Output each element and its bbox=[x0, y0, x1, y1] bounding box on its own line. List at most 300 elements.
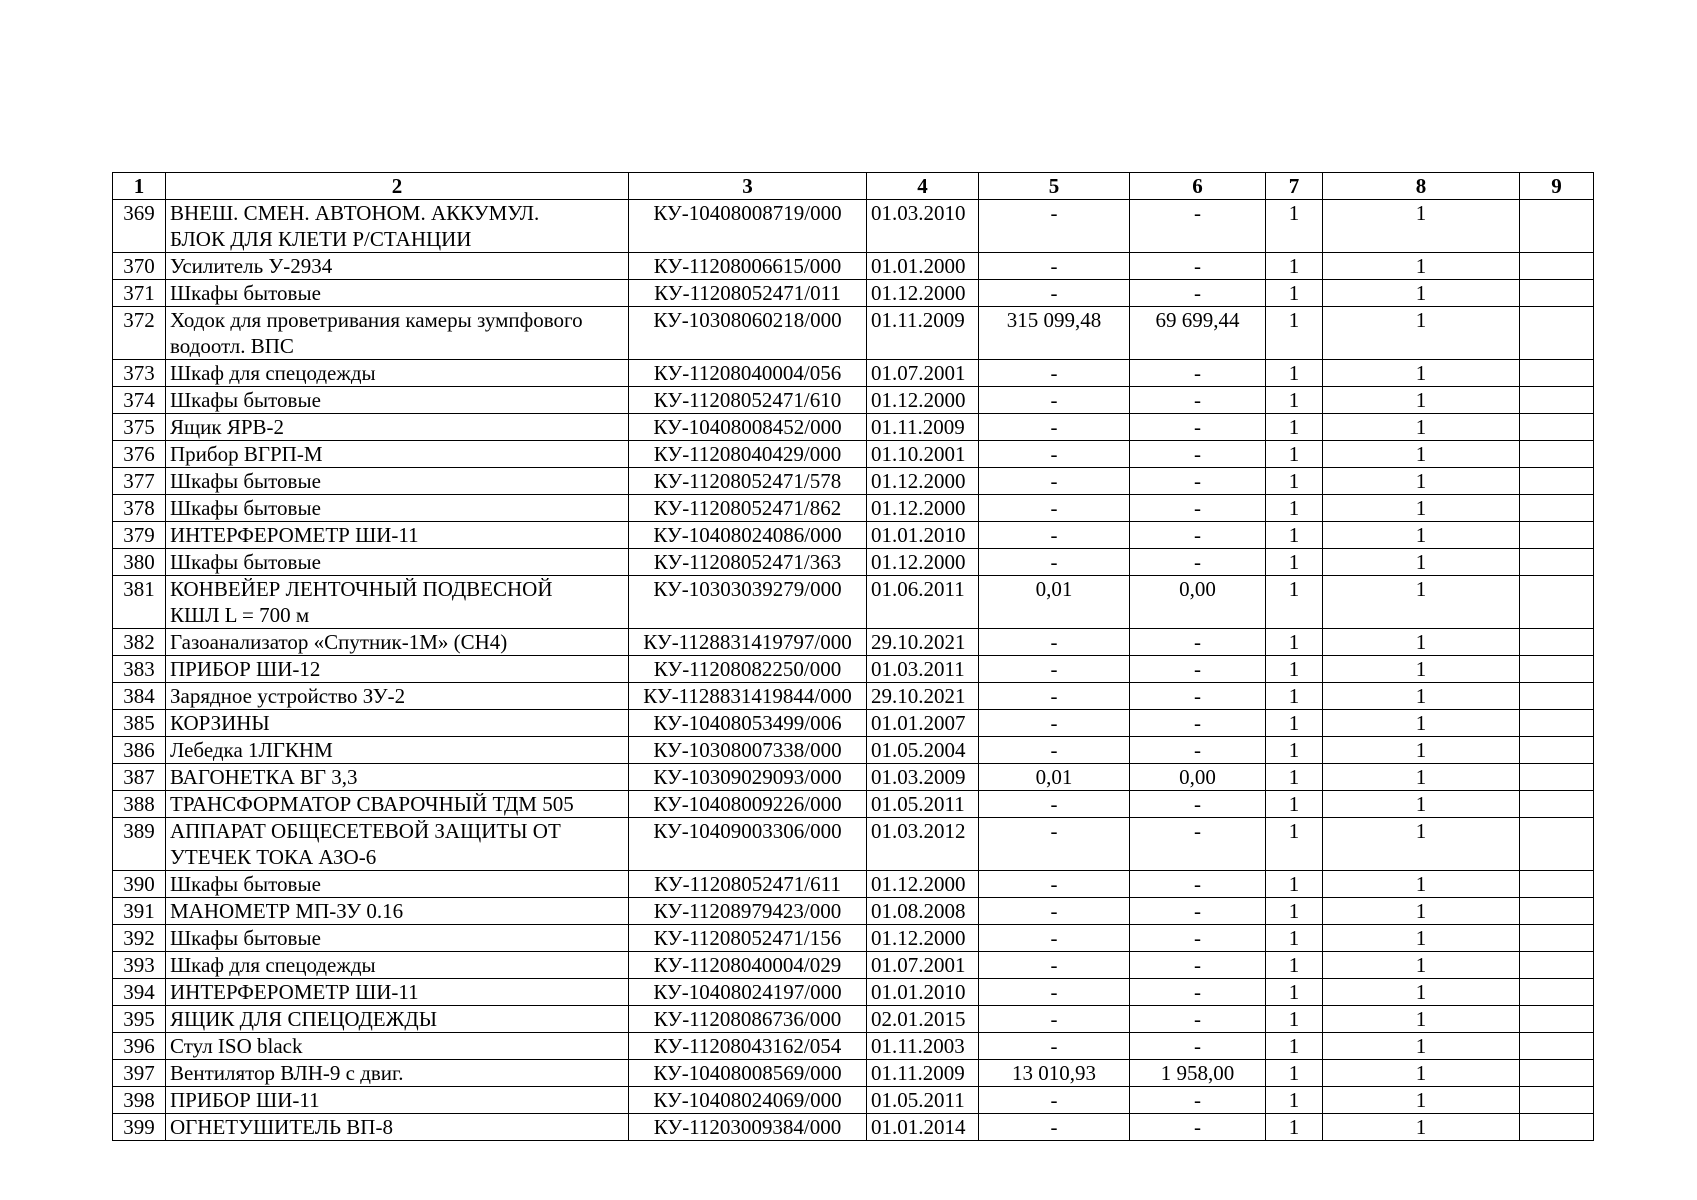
col-7-value-cell: 1 bbox=[1266, 414, 1323, 441]
col-7-value-cell: 1 bbox=[1266, 683, 1323, 710]
row-number-cell: 385 bbox=[113, 710, 166, 737]
col-5-value-cell: - bbox=[979, 1033, 1130, 1060]
col-5-value-cell: - bbox=[979, 280, 1130, 307]
date-cell: 01.01.2007 bbox=[867, 710, 979, 737]
table-row bbox=[113, 1087, 1594, 1114]
col-8-value-cell: 1 bbox=[1323, 522, 1520, 549]
item-name-line: Шкафы бытовые bbox=[170, 926, 321, 950]
item-name-cell bbox=[166, 791, 629, 818]
table-row bbox=[113, 925, 1594, 952]
inventory-code-cell: КУ-11208052471/363 bbox=[629, 549, 867, 576]
col-7-value-cell: 1 bbox=[1266, 818, 1323, 871]
table-row bbox=[113, 200, 1594, 253]
header-col-9: 9 bbox=[1520, 173, 1594, 200]
col-9-value-cell bbox=[1520, 1033, 1594, 1060]
col-8-value-cell: 1 bbox=[1323, 414, 1520, 441]
col-8-value-cell: 1 bbox=[1323, 871, 1520, 898]
col-9-value-cell bbox=[1520, 576, 1594, 629]
col-5-value-cell: - bbox=[979, 387, 1130, 414]
item-name-line: Шкафы бытовые bbox=[170, 469, 321, 493]
item-name-line: Шкафы бытовые bbox=[170, 550, 321, 574]
item-name-line: Прибор ВГРП-М bbox=[170, 442, 323, 466]
col-9-value-cell bbox=[1520, 495, 1594, 522]
col-5-value-cell: - bbox=[979, 710, 1130, 737]
col-9-value-cell bbox=[1520, 979, 1594, 1006]
col-5-value-cell: - bbox=[979, 1006, 1130, 1033]
col-7-value-cell: 1 bbox=[1266, 710, 1323, 737]
table-row bbox=[113, 791, 1594, 818]
col-6-value-cell: - bbox=[1130, 414, 1266, 441]
col-7-value-cell: 1 bbox=[1266, 791, 1323, 818]
item-name-line: КОНВЕЙЕР ЛЕНТОЧНЫЙ ПОДВЕСНОЙ bbox=[170, 577, 553, 601]
col-7-value-cell: 1 bbox=[1266, 522, 1323, 549]
col-7-value-cell: 1 bbox=[1266, 629, 1323, 656]
inventory-code-cell: КУ-11208040429/000 bbox=[629, 441, 867, 468]
col-8-value-cell: 1 bbox=[1323, 818, 1520, 871]
col-5-value-cell: - bbox=[979, 495, 1130, 522]
col-8-value-cell: 1 bbox=[1323, 576, 1520, 629]
col-5-value-cell: 0,01 bbox=[979, 576, 1130, 629]
col-5-value-cell: 13 010,93 bbox=[979, 1060, 1130, 1087]
table-row bbox=[113, 1060, 1594, 1087]
col-5-value-cell: - bbox=[979, 737, 1130, 764]
inventory-code-cell: КУ-11208043162/054 bbox=[629, 1033, 867, 1060]
date-cell: 01.03.2012 bbox=[867, 818, 979, 871]
table-row bbox=[113, 387, 1594, 414]
inventory-code-cell: КУ-1128831419844/000 bbox=[629, 683, 867, 710]
item-name-line: Шкафы бытовые bbox=[170, 496, 321, 520]
col-9-value-cell bbox=[1520, 307, 1594, 360]
col-7-value-cell: 1 bbox=[1266, 1006, 1323, 1033]
table-row bbox=[113, 468, 1594, 495]
col-9-value-cell bbox=[1520, 764, 1594, 791]
date-cell: 01.03.2009 bbox=[867, 764, 979, 791]
row-number-cell: 369 bbox=[113, 200, 166, 253]
date-cell: 01.05.2011 bbox=[867, 1087, 979, 1114]
col-9-value-cell bbox=[1520, 1114, 1594, 1141]
header-col-5: 5 bbox=[979, 173, 1130, 200]
table-row bbox=[113, 818, 1594, 871]
col-8-value-cell: 1 bbox=[1323, 495, 1520, 522]
col-8-value-cell: 1 bbox=[1323, 360, 1520, 387]
row-number-cell: 374 bbox=[113, 387, 166, 414]
row-number-cell: 378 bbox=[113, 495, 166, 522]
col-6-value-cell: - bbox=[1130, 1033, 1266, 1060]
table-row bbox=[113, 656, 1594, 683]
col-6-value-cell: - bbox=[1130, 710, 1266, 737]
col-8-value-cell: 1 bbox=[1323, 1087, 1520, 1114]
header-col-3: 3 bbox=[629, 173, 867, 200]
col-6-value-cell: - bbox=[1130, 952, 1266, 979]
col-5-value-cell: - bbox=[979, 360, 1130, 387]
col-5-value-cell: - bbox=[979, 1087, 1130, 1114]
date-cell: 01.11.2009 bbox=[867, 307, 979, 360]
col-7-value-cell: 1 bbox=[1266, 495, 1323, 522]
inventory-code-cell: КУ-10408024069/000 bbox=[629, 1087, 867, 1114]
col-6-value-cell: - bbox=[1130, 253, 1266, 280]
col-7-value-cell: 1 bbox=[1266, 1114, 1323, 1141]
table-row bbox=[113, 1114, 1594, 1141]
col-6-value-cell: - bbox=[1130, 898, 1266, 925]
date-cell: 01.01.2010 bbox=[867, 979, 979, 1006]
row-number-cell: 382 bbox=[113, 629, 166, 656]
col-8-value-cell: 1 bbox=[1323, 925, 1520, 952]
col-5-value-cell: - bbox=[979, 656, 1130, 683]
col-9-value-cell bbox=[1520, 629, 1594, 656]
inventory-code-cell: КУ-10309029093/000 bbox=[629, 764, 867, 791]
header-col-4: 4 bbox=[867, 173, 979, 200]
row-number-cell: 383 bbox=[113, 656, 166, 683]
row-number-cell: 398 bbox=[113, 1087, 166, 1114]
table-row bbox=[113, 764, 1594, 791]
col-6-value-cell: - bbox=[1130, 871, 1266, 898]
col-6-value-cell: - bbox=[1130, 979, 1266, 1006]
row-number-cell: 387 bbox=[113, 764, 166, 791]
table-row bbox=[113, 871, 1594, 898]
inventory-code-cell: КУ-11208052471/578 bbox=[629, 468, 867, 495]
table-row bbox=[113, 576, 1594, 629]
item-name-line: УТЕЧЕК ТОКА АЗО-6 bbox=[170, 845, 377, 869]
col-7-value-cell: 1 bbox=[1266, 387, 1323, 414]
date-cell: 01.01.2010 bbox=[867, 522, 979, 549]
item-name-line: ТРАНСФОРМАТОР СВАРОЧНЫЙ ТДМ 505 bbox=[170, 792, 574, 816]
table-row bbox=[113, 629, 1594, 656]
item-name-line: Ходок для проветривания камеры зумпфового bbox=[170, 308, 583, 332]
item-name-line: ИНТЕРФЕРОМЕТР ШИ-11 bbox=[170, 523, 419, 547]
col-7-value-cell: 1 bbox=[1266, 307, 1323, 360]
col-8-value-cell: 1 bbox=[1323, 1033, 1520, 1060]
col-6-value-cell: - bbox=[1130, 280, 1266, 307]
item-name-line: АППАРАТ ОБЩЕСЕТЕВОЙ ЗАЩИТЫ ОТ bbox=[170, 819, 561, 843]
col-9-value-cell bbox=[1520, 549, 1594, 576]
col-6-value-cell: 0,00 bbox=[1130, 576, 1266, 629]
col-5-value-cell: - bbox=[979, 522, 1130, 549]
col-6-value-cell: 1 958,00 bbox=[1130, 1060, 1266, 1087]
item-name-cell bbox=[166, 871, 629, 898]
item-name-cell bbox=[166, 549, 629, 576]
table-row bbox=[113, 441, 1594, 468]
col-7-value-cell: 1 bbox=[1266, 656, 1323, 683]
item-name-line: Лебедка 1ЛГКНМ bbox=[170, 738, 333, 762]
header-col-8: 8 bbox=[1323, 173, 1520, 200]
col-5-value-cell: - bbox=[979, 1114, 1130, 1141]
col-5-value-cell: 315 099,48 bbox=[979, 307, 1130, 360]
row-number-cell: 389 bbox=[113, 818, 166, 871]
row-number-cell: 372 bbox=[113, 307, 166, 360]
inventory-code-cell: КУ-10408008452/000 bbox=[629, 414, 867, 441]
date-cell: 01.12.2000 bbox=[867, 280, 979, 307]
col-5-value-cell: - bbox=[979, 925, 1130, 952]
col-7-value-cell: 1 bbox=[1266, 952, 1323, 979]
col-5-value-cell: - bbox=[979, 468, 1130, 495]
col-9-value-cell bbox=[1520, 441, 1594, 468]
row-number-cell: 392 bbox=[113, 925, 166, 952]
item-name-cell bbox=[166, 925, 629, 952]
date-cell: 01.07.2001 bbox=[867, 360, 979, 387]
date-cell: 01.03.2011 bbox=[867, 656, 979, 683]
row-number-cell: 384 bbox=[113, 683, 166, 710]
col-6-value-cell: - bbox=[1130, 495, 1266, 522]
inventory-code-cell: КУ-11208052471/610 bbox=[629, 387, 867, 414]
col-7-value-cell: 1 bbox=[1266, 737, 1323, 764]
item-name-line: Усилитель У-2934 bbox=[170, 254, 333, 278]
col-6-value-cell: - bbox=[1130, 683, 1266, 710]
col-8-value-cell: 1 bbox=[1323, 387, 1520, 414]
table-row bbox=[113, 253, 1594, 280]
col-6-value-cell: - bbox=[1130, 629, 1266, 656]
col-8-value-cell: 1 bbox=[1323, 764, 1520, 791]
col-9-value-cell bbox=[1520, 952, 1594, 979]
inventory-code-cell: КУ-11208052471/611 bbox=[629, 871, 867, 898]
item-name-line: ПРИБОР ШИ-11 bbox=[170, 1088, 320, 1112]
table-row bbox=[113, 737, 1594, 764]
inventory-code-cell: КУ-10409003306/000 bbox=[629, 818, 867, 871]
item-name-line: КОРЗИНЫ bbox=[170, 711, 270, 735]
item-name-cell bbox=[166, 253, 629, 280]
col-7-value-cell: 1 bbox=[1266, 360, 1323, 387]
col-6-value-cell: 0,00 bbox=[1130, 764, 1266, 791]
col-7-value-cell: 1 bbox=[1266, 1060, 1323, 1087]
item-name-cell bbox=[166, 898, 629, 925]
date-cell: 01.11.2003 bbox=[867, 1033, 979, 1060]
item-name-line: Шкафы бытовые bbox=[170, 872, 321, 896]
row-number-cell: 375 bbox=[113, 414, 166, 441]
item-name-cell bbox=[166, 360, 629, 387]
row-number-cell: 397 bbox=[113, 1060, 166, 1087]
col-8-value-cell: 1 bbox=[1323, 307, 1520, 360]
table-row bbox=[113, 1006, 1594, 1033]
header-col-6: 6 bbox=[1130, 173, 1266, 200]
row-number-cell: 380 bbox=[113, 549, 166, 576]
table-row bbox=[113, 979, 1594, 1006]
col-8-value-cell: 1 bbox=[1323, 952, 1520, 979]
date-cell: 01.12.2000 bbox=[867, 387, 979, 414]
item-name-line: Шкафы бытовые bbox=[170, 388, 321, 412]
col-6-value-cell: - bbox=[1130, 387, 1266, 414]
inventory-code-cell: КУ-11208052471/011 bbox=[629, 280, 867, 307]
inventory-code-cell: КУ-1128831419797/000 bbox=[629, 629, 867, 656]
table-row bbox=[113, 280, 1594, 307]
inventory-code-cell: КУ-10308007338/000 bbox=[629, 737, 867, 764]
col-9-value-cell bbox=[1520, 200, 1594, 253]
col-9-value-cell bbox=[1520, 387, 1594, 414]
col-5-value-cell: - bbox=[979, 898, 1130, 925]
col-5-value-cell: - bbox=[979, 683, 1130, 710]
item-name-cell bbox=[166, 764, 629, 791]
item-name-line: БЛОК ДЛЯ КЛЕТИ Р/СТАНЦИИ bbox=[170, 227, 472, 251]
col-8-value-cell: 1 bbox=[1323, 979, 1520, 1006]
col-6-value-cell: - bbox=[1130, 656, 1266, 683]
date-cell: 01.10.2001 bbox=[867, 441, 979, 468]
inventory-code-cell: КУ-11208040004/056 bbox=[629, 360, 867, 387]
item-name-line: ВНЕШ. СМЕН. АВТОНОМ. АККУМУЛ. bbox=[170, 201, 540, 225]
col-9-value-cell bbox=[1520, 1060, 1594, 1087]
inventory-code-cell: КУ-11208979423/000 bbox=[629, 898, 867, 925]
col-5-value-cell: - bbox=[979, 791, 1130, 818]
header-col-2: 2 bbox=[166, 173, 629, 200]
header-col-1: 1 bbox=[113, 173, 166, 200]
item-name-cell bbox=[166, 1033, 629, 1060]
table-row bbox=[113, 710, 1594, 737]
row-number-cell: 391 bbox=[113, 898, 166, 925]
item-name-line: Шкаф для спецодежды bbox=[170, 953, 376, 977]
col-9-value-cell bbox=[1520, 898, 1594, 925]
row-number-cell: 388 bbox=[113, 791, 166, 818]
item-name-line: КШЛ L = 700 м bbox=[170, 603, 310, 627]
table-row bbox=[113, 360, 1594, 387]
item-name-cell bbox=[166, 468, 629, 495]
date-cell: 01.03.2010 bbox=[867, 200, 979, 253]
date-cell: 01.12.2000 bbox=[867, 495, 979, 522]
col-8-value-cell: 1 bbox=[1323, 898, 1520, 925]
date-cell: 01.11.2009 bbox=[867, 1060, 979, 1087]
inventory-code-cell: КУ-11208006615/000 bbox=[629, 253, 867, 280]
col-6-value-cell: - bbox=[1130, 1114, 1266, 1141]
item-name-cell bbox=[166, 1087, 629, 1114]
item-name-cell bbox=[166, 414, 629, 441]
col-6-value-cell: - bbox=[1130, 549, 1266, 576]
col-9-value-cell bbox=[1520, 414, 1594, 441]
col-8-value-cell: 1 bbox=[1323, 1006, 1520, 1033]
row-number-cell: 394 bbox=[113, 979, 166, 1006]
item-name-cell bbox=[166, 441, 629, 468]
item-name-line: ПРИБОР ШИ-12 bbox=[170, 657, 321, 681]
inventory-code-cell: КУ-11208040004/029 bbox=[629, 952, 867, 979]
col-5-value-cell: - bbox=[979, 818, 1130, 871]
col-6-value-cell: - bbox=[1130, 737, 1266, 764]
col-6-value-cell: - bbox=[1130, 1006, 1266, 1033]
col-9-value-cell bbox=[1520, 683, 1594, 710]
item-name-cell bbox=[166, 710, 629, 737]
col-8-value-cell: 1 bbox=[1323, 683, 1520, 710]
col-9-value-cell bbox=[1520, 1087, 1594, 1114]
item-name-cell bbox=[166, 280, 629, 307]
col-5-value-cell: - bbox=[979, 871, 1130, 898]
inventory-code-cell: КУ-10408024197/000 bbox=[629, 979, 867, 1006]
row-number-cell: 393 bbox=[113, 952, 166, 979]
item-name-cell bbox=[166, 576, 629, 629]
col-6-value-cell: - bbox=[1130, 468, 1266, 495]
col-7-value-cell: 1 bbox=[1266, 1033, 1323, 1060]
header-row bbox=[113, 173, 1594, 200]
inventory-code-cell: КУ-10408009226/000 bbox=[629, 791, 867, 818]
col-7-value-cell: 1 bbox=[1266, 280, 1323, 307]
col-7-value-cell: 1 bbox=[1266, 549, 1323, 576]
date-cell: 29.10.2021 bbox=[867, 629, 979, 656]
inventory-code-cell: КУ-10408008569/000 bbox=[629, 1060, 867, 1087]
date-cell: 01.12.2000 bbox=[867, 871, 979, 898]
date-cell: 01.05.2004 bbox=[867, 737, 979, 764]
row-number-cell: 390 bbox=[113, 871, 166, 898]
col-5-value-cell: - bbox=[979, 200, 1130, 253]
table-header bbox=[113, 173, 1594, 200]
row-number-cell: 381 bbox=[113, 576, 166, 629]
date-cell: 01.01.2000 bbox=[867, 253, 979, 280]
col-7-value-cell: 1 bbox=[1266, 925, 1323, 952]
inventory-code-cell: КУ-10408008719/000 bbox=[629, 200, 867, 253]
col-6-value-cell: - bbox=[1130, 791, 1266, 818]
table-row bbox=[113, 307, 1594, 360]
col-8-value-cell: 1 bbox=[1323, 549, 1520, 576]
date-cell: 01.01.2014 bbox=[867, 1114, 979, 1141]
row-number-cell: 373 bbox=[113, 360, 166, 387]
col-9-value-cell bbox=[1520, 656, 1594, 683]
col-7-value-cell: 1 bbox=[1266, 576, 1323, 629]
row-number-cell: 396 bbox=[113, 1033, 166, 1060]
col-6-value-cell: - bbox=[1130, 818, 1266, 871]
col-5-value-cell: - bbox=[979, 549, 1130, 576]
col-5-value-cell: - bbox=[979, 952, 1130, 979]
col-8-value-cell: 1 bbox=[1323, 441, 1520, 468]
table-body bbox=[113, 200, 1594, 1141]
col-8-value-cell: 1 bbox=[1323, 1114, 1520, 1141]
row-number-cell: 377 bbox=[113, 468, 166, 495]
col-9-value-cell bbox=[1520, 737, 1594, 764]
item-name-cell bbox=[166, 1060, 629, 1087]
inventory-code-cell: КУ-10408024086/000 bbox=[629, 522, 867, 549]
col-9-value-cell bbox=[1520, 818, 1594, 871]
date-cell: 02.01.2015 bbox=[867, 1006, 979, 1033]
inventory-code-cell: КУ-10308060218/000 bbox=[629, 307, 867, 360]
col-5-value-cell: 0,01 bbox=[979, 764, 1130, 791]
col-8-value-cell: 1 bbox=[1323, 468, 1520, 495]
item-name-cell bbox=[166, 200, 629, 253]
col-7-value-cell: 1 bbox=[1266, 200, 1323, 253]
col-7-value-cell: 1 bbox=[1266, 1087, 1323, 1114]
item-name-line: ЯЩИК ДЛЯ СПЕЦОДЕЖДЫ bbox=[170, 1007, 438, 1031]
col-9-value-cell bbox=[1520, 468, 1594, 495]
col-9-value-cell bbox=[1520, 925, 1594, 952]
col-9-value-cell bbox=[1520, 791, 1594, 818]
inventory-code-cell: КУ-10408053499/006 bbox=[629, 710, 867, 737]
col-5-value-cell: - bbox=[979, 979, 1130, 1006]
item-name-line: МАНОМЕТР МП-ЗУ 0.16 bbox=[170, 899, 404, 923]
item-name-cell bbox=[166, 952, 629, 979]
table-row bbox=[113, 522, 1594, 549]
col-5-value-cell: - bbox=[979, 253, 1130, 280]
col-9-value-cell bbox=[1520, 710, 1594, 737]
item-name-line: Газоанализатор «Спутник-1М» (CH4) bbox=[170, 630, 508, 654]
date-cell: 01.11.2009 bbox=[867, 414, 979, 441]
date-cell: 01.07.2001 bbox=[867, 952, 979, 979]
table-row bbox=[113, 414, 1594, 441]
col-8-value-cell: 1 bbox=[1323, 710, 1520, 737]
item-name-line: Стул ISO black bbox=[170, 1034, 303, 1058]
table-row bbox=[113, 1033, 1594, 1060]
col-5-value-cell: - bbox=[979, 441, 1130, 468]
row-number-cell: 386 bbox=[113, 737, 166, 764]
item-name-cell bbox=[166, 307, 629, 360]
col-9-value-cell bbox=[1520, 871, 1594, 898]
inventory-code-cell: КУ-11208086736/000 bbox=[629, 1006, 867, 1033]
asset-table bbox=[112, 172, 1594, 1141]
col-7-value-cell: 1 bbox=[1266, 871, 1323, 898]
row-number-cell: 395 bbox=[113, 1006, 166, 1033]
table-row bbox=[113, 683, 1594, 710]
col-6-value-cell: - bbox=[1130, 1087, 1266, 1114]
date-cell: 01.12.2000 bbox=[867, 549, 979, 576]
inventory-code-cell: КУ-11208052471/156 bbox=[629, 925, 867, 952]
item-name-cell bbox=[166, 629, 629, 656]
date-cell: 01.05.2011 bbox=[867, 791, 979, 818]
col-8-value-cell: 1 bbox=[1323, 280, 1520, 307]
col-7-value-cell: 1 bbox=[1266, 253, 1323, 280]
item-name-line: Шкаф для спецодежды bbox=[170, 361, 376, 385]
item-name-line: Ящик ЯРВ-2 bbox=[170, 415, 285, 439]
col-8-value-cell: 1 bbox=[1323, 737, 1520, 764]
date-cell: 01.06.2011 bbox=[867, 576, 979, 629]
table-row bbox=[113, 549, 1594, 576]
